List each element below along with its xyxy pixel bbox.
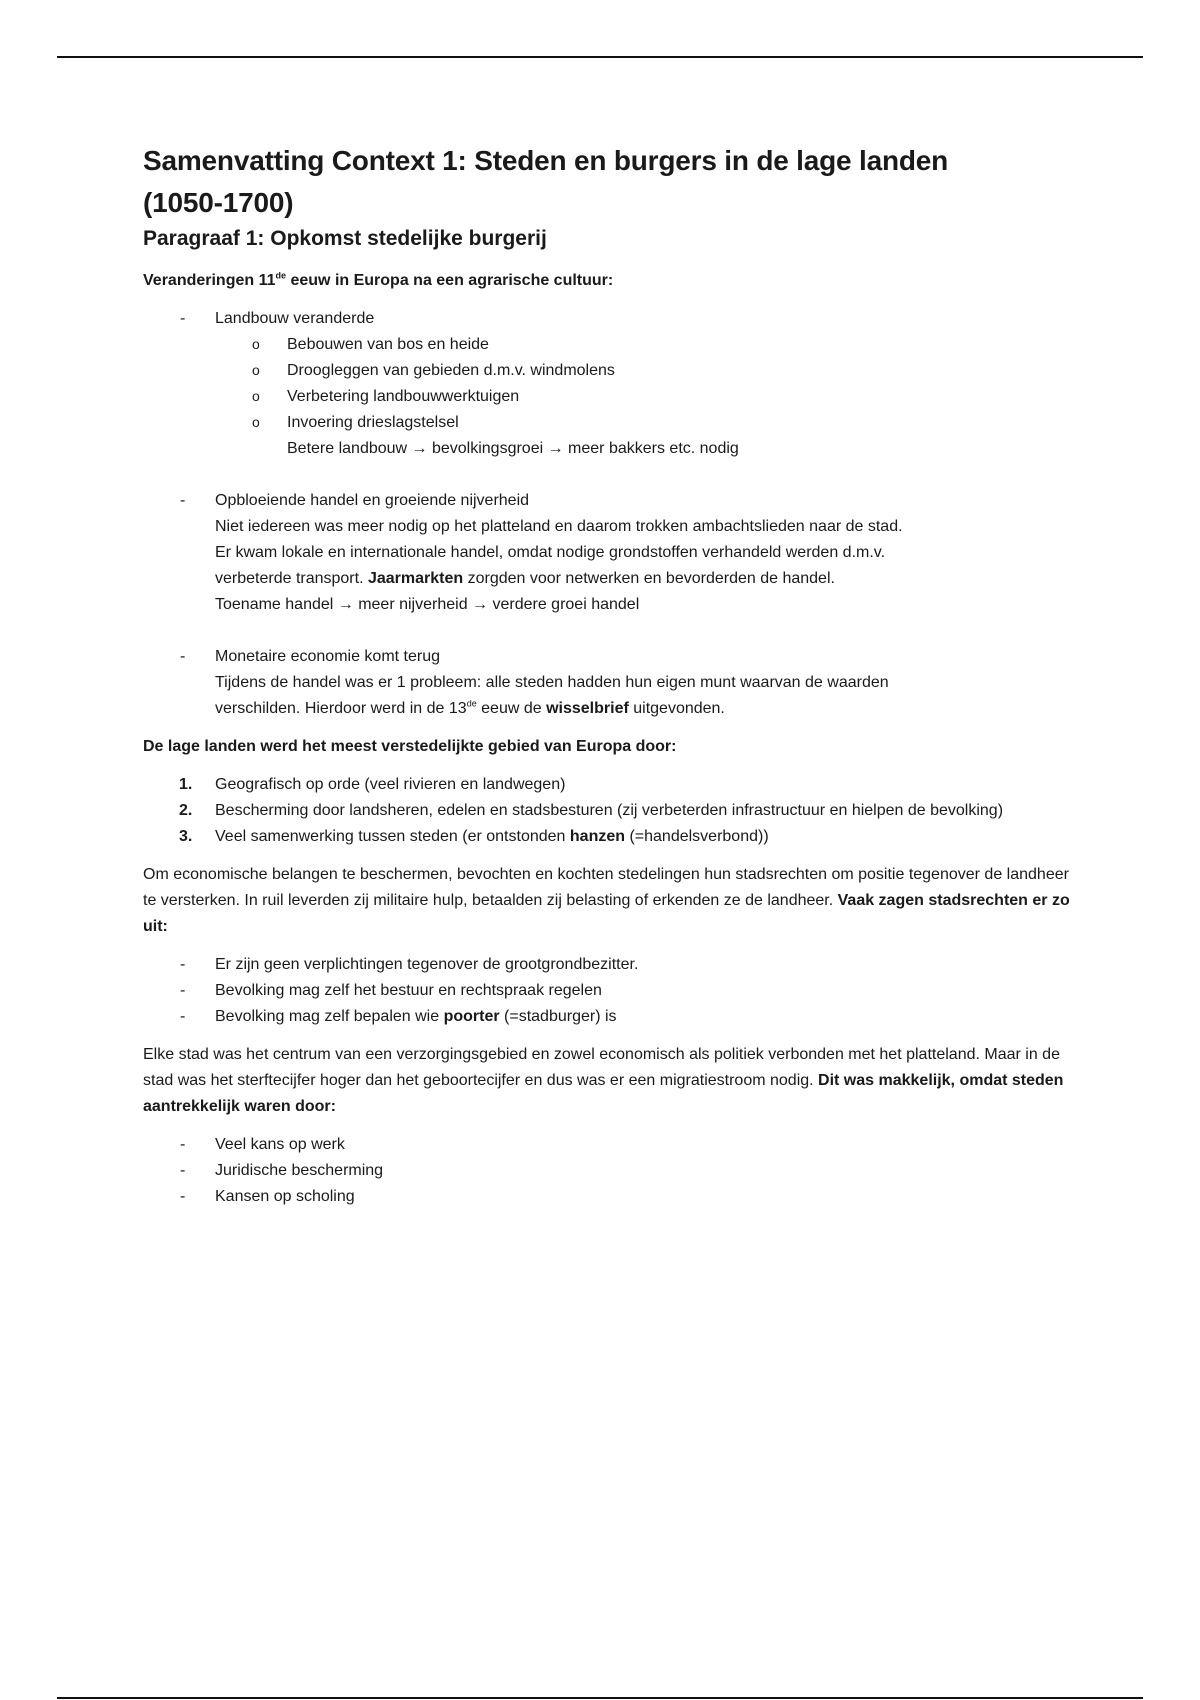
- agriculture-sublist: [215, 332, 1073, 436]
- document-page: [143, 140, 1073, 1222]
- bottom-rule: [57, 1697, 1143, 1699]
- city-rights-paragraph: Om economische belangen te beschermen, bevochten en kochten stedelingen hun stadsrechten om positie tegenover de landheer te versterken. In ruil leverden zij militaire hulp, betaalden zij belasting of erkenden ze de landheer. Vaak zagen stadsrechten er zo uit:: [143, 866, 1070, 935]
- list-item-agriculture: - Landbouw veranderde o Bebouwen van bos en heide o Droogleggen van gebieden d.m.v. windmolens o Verbetering landbouwwerktuigen o Invoering drieslagstelsel Betere landbouw → bevolkingsgroei → meer bakkers etc. nodig: [143, 306, 1073, 462]
- agriculture-note: Betere landbouw → bevolkingsgroei → meer bakkers etc. nodig: [287, 440, 739, 457]
- hanzen-term: hanzen: [569, 828, 626, 845]
- list-item: - Veel kans op werk: [143, 1132, 1073, 1158]
- sublist-item: o Verbetering landbouwwerktuigen: [215, 384, 1073, 410]
- list-item: - Er zijn geen verplichtingen tegenover de grootgrondbezitter.: [143, 952, 1073, 978]
- urbanization-heading: De lage landen werd het meest verstedelijkte gebied van Europa door:: [143, 738, 677, 755]
- numbered-item-3: 3. Veel samenwerking tussen steden (er ontstonden hanzen (=handelsverbond)): [179, 828, 769, 845]
- wisselbrief-term: wisselbrief: [546, 700, 629, 717]
- title-line-2: (1050-1700): [143, 187, 294, 218]
- list-item: - Bevolking mag zelf het bestuur en rechtspraak regelen: [143, 978, 1073, 1004]
- jaarmarkten-term: Jaarmarkten: [367, 570, 464, 587]
- city-rights-list: [143, 952, 1073, 1030]
- poorter-term: poorter: [443, 1008, 500, 1025]
- list-item: - Kansen op scholing: [143, 1184, 1073, 1210]
- city-attraction-paragraph: Elke stad was het centrum van een verzorgingsgebied en zowel economisch als politiek verbonden met het platteland. Maar in de stad was het sterftecijfer hoger dan het geboortecijfer en dus was er een migratiestroom nodig. Dit was makkelijk, omdat steden aantrekkelijk waren door:: [143, 1046, 1064, 1115]
- sublist-item: o Droogleggen van gebieden d.m.v. windmolens: [215, 358, 1073, 384]
- sublist-item: o Invoering drieslagstelsel: [215, 410, 1073, 436]
- top-rule: [57, 56, 1143, 58]
- urbanization-list: [143, 772, 1073, 850]
- title-line-1: Samenvatting Context 1: Steden en burgers in de lage landen: [143, 145, 949, 176]
- list-item-monetary: - Monetaire economie komt terug Tijdens de handel was er 1 probleem: alle steden hadden hun eigen munt waarvan de waarden verschilden. Hierdoor werd in de 13de eeuw de wisselbrief uitgevonden.: [143, 644, 1073, 722]
- numbered-item-1: 1. Geografisch op orde (veel rivieren en landwegen): [179, 776, 566, 793]
- changes-heading: Veranderingen 11de eeuw in Europa na een agrarische cultuur:: [143, 270, 614, 289]
- document-title: [143, 140, 1073, 224]
- list-item-trade: - Opbloeiende handel en groeiende nijverheid Niet iedereen was meer nodig op het platteland en daarom trokken ambachtslieden naar de stad. Er kwam lokale en internationale handel, omdat nodige grondstoffen verhandeld werden d.m.v. verbeterde transport. Jaarmarkten zorgden voor netwerken en bevorderden de handel. Toename handel → meer nijverheid → verdere groei handel: [143, 488, 1073, 618]
- list-item: - Juridische bescherming: [143, 1158, 1073, 1184]
- numbered-item-2: 2. Bescherming door landsheren, edelen en stadsbesturen (zij verbeterden infrastructuur en hielpen de bevolking): [179, 802, 1004, 819]
- changes-list: [143, 306, 1073, 722]
- sublist-item: o Bebouwen van bos en heide: [215, 332, 1073, 358]
- city-attraction-list: [143, 1132, 1073, 1210]
- section-subtitle: Paragraaf 1: Opkomst stedelijke burgerij: [143, 227, 547, 250]
- list-item: - Bevolking mag zelf bepalen wie poorter (=stadburger) is: [143, 1004, 1073, 1030]
